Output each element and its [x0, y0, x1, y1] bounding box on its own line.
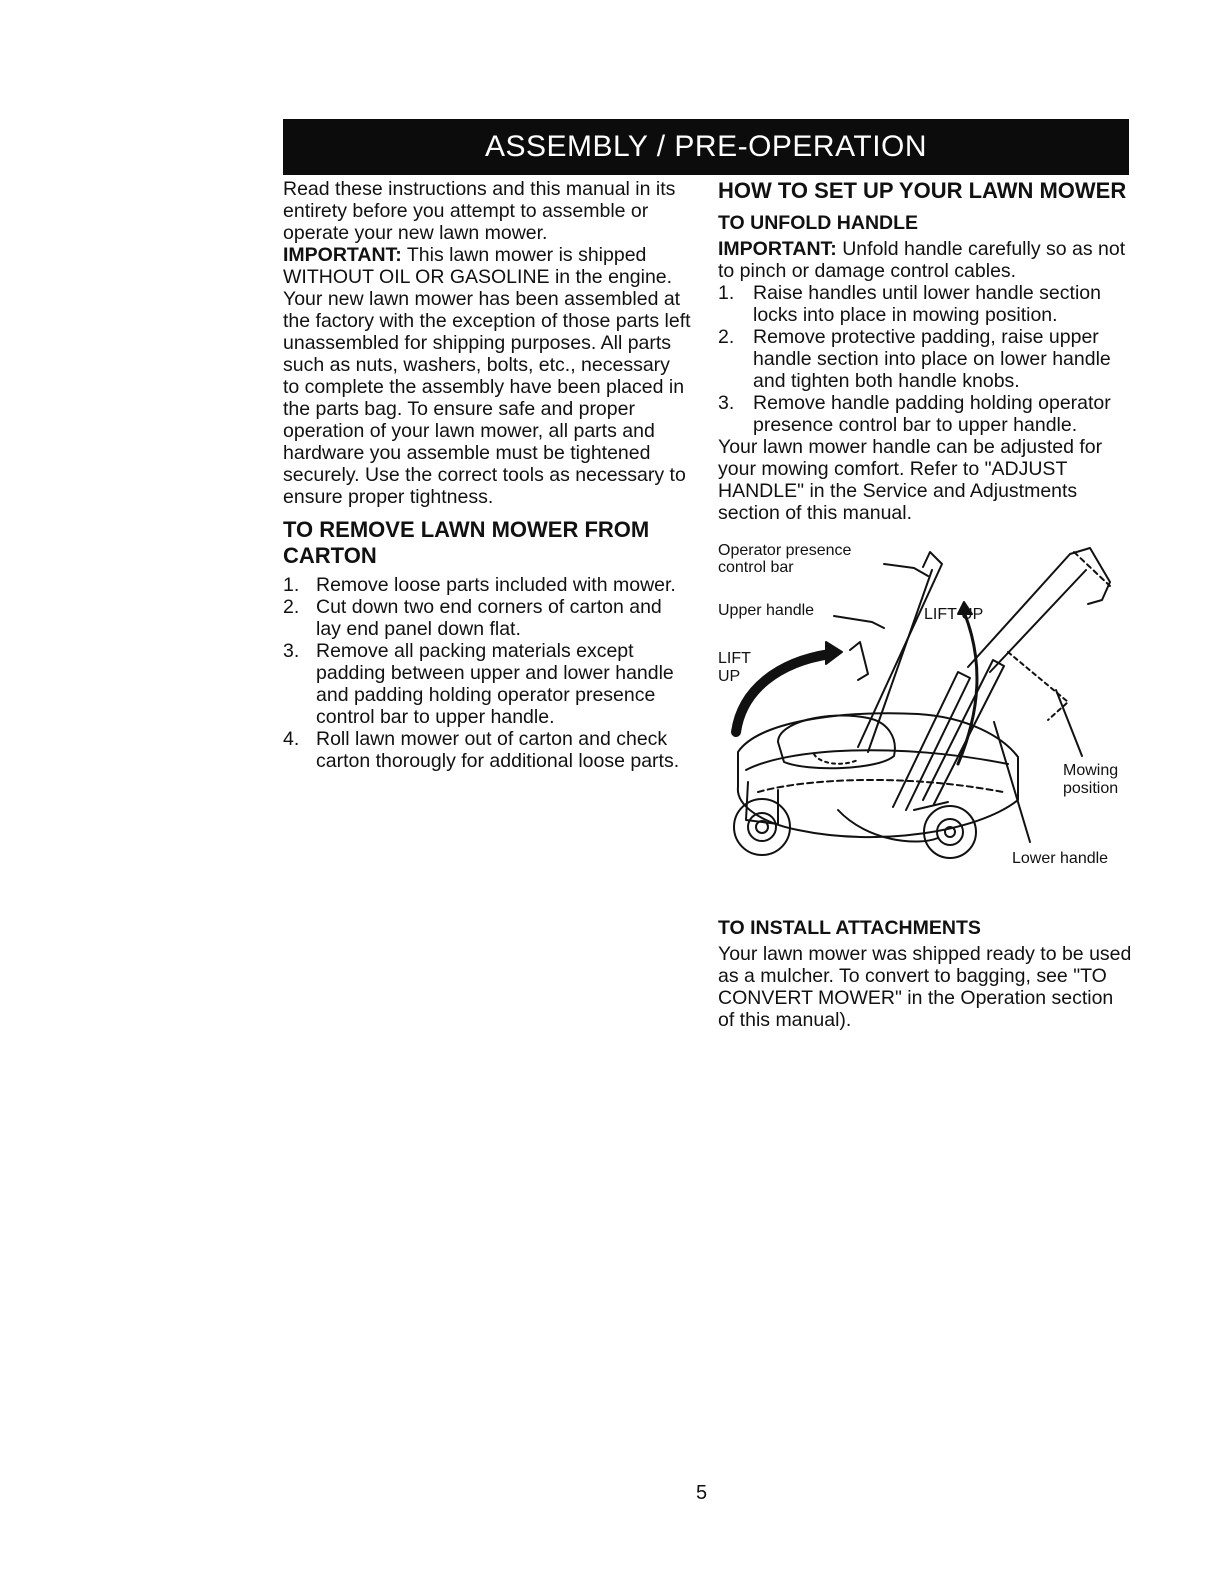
- step-number: 1.: [283, 574, 300, 596]
- important-label: IMPORTANT:: [283, 244, 402, 266]
- label-up-left: UP: [718, 668, 741, 685]
- setup-heading: HOW TO SET UP YOUR LAWN MOWER: [718, 178, 1127, 203]
- label-lower-handle: Lower handle: [1012, 850, 1109, 867]
- step-number: 4.: [283, 728, 300, 750]
- step-number: 3.: [718, 392, 735, 414]
- unfold-steps-list: [718, 282, 1134, 436]
- lift-up-arrow-right: [958, 612, 977, 764]
- step-text: Remove handle padding holding operator presence control bar to upper handle.: [753, 392, 1111, 436]
- important-text: This lawn mower is shipped WITHOUT OIL OR GASOLINE in the engine.: [283, 244, 673, 288]
- important-text: Unfold handle carefully so as not to pinch or damage control cables.: [718, 238, 1126, 282]
- label-mowing: Mowing: [1063, 762, 1119, 779]
- step-number: 2.: [718, 326, 735, 348]
- list-item: [283, 728, 691, 772]
- step-text: Roll lawn mower out of carton and check carton thorougly for additional loose parts.: [316, 728, 680, 772]
- label-upper-handle: Upper handle: [718, 602, 815, 619]
- important-note: [718, 238, 1134, 282]
- list-item: [718, 326, 1134, 392]
- page-number: 5: [696, 1482, 708, 1504]
- lower-handle: [893, 672, 970, 810]
- important-label: IMPORTANT:: [718, 238, 837, 260]
- list-item: [283, 640, 691, 728]
- list-item: [283, 574, 691, 596]
- right-column: [718, 178, 1134, 1031]
- step-text: Raise handles until lower handle section locks into place in mowing position.: [753, 282, 1101, 326]
- control-bar: [858, 552, 942, 747]
- remove-steps-list: [283, 574, 691, 772]
- step-text: Remove loose parts included with mower.: [316, 574, 676, 596]
- label-position: position: [1063, 780, 1119, 797]
- label-lift-up-right: LIFT UP: [924, 606, 984, 623]
- install-paragraph: Your lawn mower was shipped ready to be used as a mulcher. To convert to bagging, see "TO CONVERT MOWER" in the Operation section of this manual).: [718, 943, 1132, 1031]
- step-number: 3.: [283, 640, 300, 662]
- step-text: Cut down two end corners of carton and lay end panel down flat.: [316, 596, 662, 640]
- intro-paragraph: Read these instructions and this manual in its entirety before you attempt to assemble or operate your new lawn mower.: [283, 178, 676, 244]
- section-title: ASSEMBLY / PRE-OPERATION: [484, 130, 928, 163]
- list-item: [283, 596, 691, 640]
- install-heading: TO INSTALL ATTACHMENTS: [718, 917, 981, 939]
- important-note: [283, 244, 691, 288]
- step-number: 1.: [718, 282, 735, 304]
- label-operator-presence: Operator presence: [718, 542, 852, 559]
- adjust-paragraph: Your lawn mower handle can be adjusted for your mowing comfort. Refer to "ADJUST HANDLE" in the Service and Adjustments section of this manual.: [718, 436, 1103, 524]
- step-number: 2.: [283, 596, 300, 618]
- list-item: [718, 392, 1134, 436]
- remove-heading: TO REMOVE LAWN MOWER FROM CARTON: [283, 517, 650, 568]
- section-banner: [283, 119, 1129, 175]
- label-lift-left: LIFT: [718, 650, 751, 667]
- left-column: [283, 178, 691, 772]
- label-control-bar: control bar: [718, 559, 794, 576]
- mower-deck: [738, 713, 1018, 837]
- step-text: Remove protective padding, raise upper handle section into place on lower handle and tighten both handle knobs.: [753, 326, 1111, 392]
- step-text: Remove all packing materials except padding between upper and lower handle and padding holding operator presence control bar to upper handle.: [316, 640, 674, 728]
- assembled-paragraph: Your new lawn mower has been assembled at the factory with the exception of those parts left unassembled for shipping purposes. All parts such as nuts, washers, bolts, etc., necessary to complete the assembly have been placed in the parts bag. To ensure safe and proper operation of your lawn mower, all parts and hardware you assemble must be tightened securely. Use the correct tools as necessary to ensure proper tightness.: [283, 288, 691, 508]
- list-item: [718, 282, 1134, 326]
- front-wheel: [734, 799, 790, 855]
- mower-figure: [718, 542, 1134, 907]
- unfold-heading: TO UNFOLD HANDLE: [718, 212, 919, 234]
